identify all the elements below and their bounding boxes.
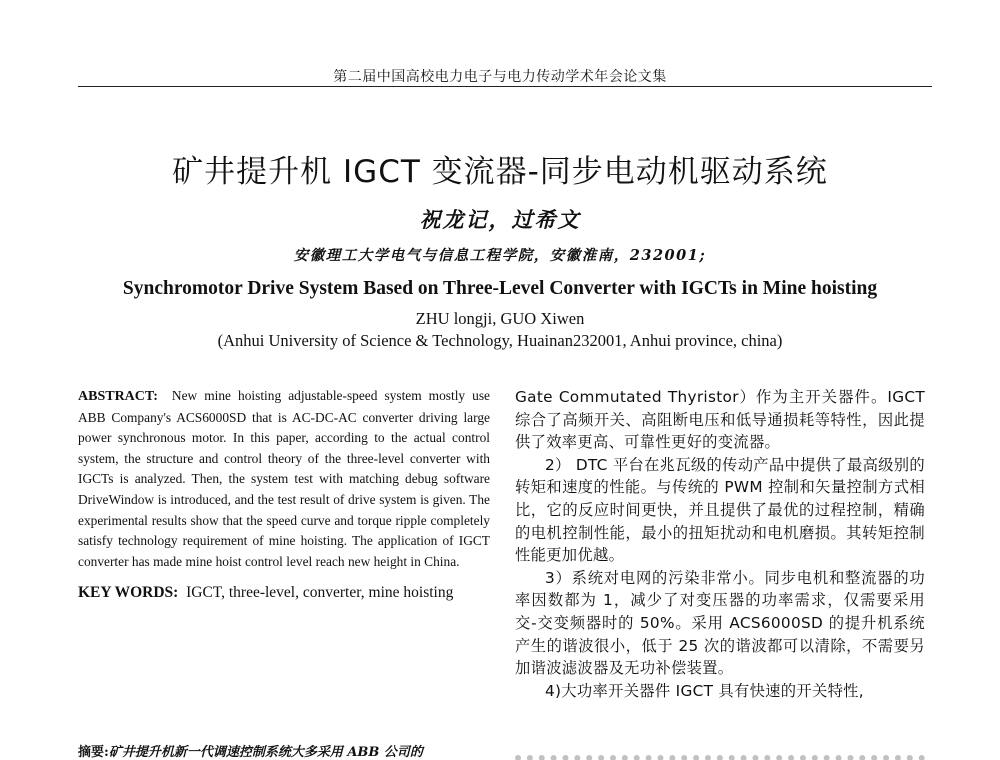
abstract-text: New mine hoisting adjustable-speed system mostly use ABB Company's ACS6000SD that is AC-DC-AC converter driving large power synchronous motor. In this paper, according to the actual control system, the structure and control theory of the three-level converter with IGCTs is analyzed. Then, the system test with matching debug software DriveWindow is introduced, and the test result of drive system is given. The experimental results show that the speed curve and torque ripple completely satisfy technology requirement of mine hoisting. The application of IGCT converter has made mine hoist control level reach new height in China. bbox=[78, 388, 490, 569]
paragraph-3 bbox=[515, 567, 925, 680]
paragraph-2-text: 2） DTC 平台在兆瓦级的传动产品中提供了最高级别的转矩和速度的性能。与传统的 PWM 控制和矢量控制方式相比，它的反应时间更快，并且提供了最优的过程控制，精确的电机控制性能，最小的扭矩扰动和电机磨损。其转矩控制性能更加优越。 bbox=[515, 455, 925, 565]
header-rule bbox=[78, 86, 932, 87]
right-column bbox=[515, 386, 925, 702]
cut-off-line bbox=[515, 747, 925, 760]
affiliation-en: (Anhui University of Science & Technology, Huainan232001, Anhui province, china) bbox=[217, 331, 783, 350]
authors-en: ZHU longji, GUO Xiwen bbox=[415, 309, 585, 328]
title-en: Synchromotor Drive System Based on Three-Level Converter with IGCTs in Mine hoisting bbox=[122, 278, 878, 299]
paragraph-4-text: 4)大功率开关器件 IGCT 具有快速的开关特性, bbox=[545, 681, 864, 700]
abstract-cn-label: 摘要: bbox=[78, 745, 109, 760]
keywords-text: IGCT, three-level, converter, mine hoisting bbox=[186, 584, 454, 602]
paragraph-4 bbox=[515, 680, 925, 703]
abstract-cn bbox=[78, 741, 498, 760]
title-cn: 矿井提升机 IGCT 变流器-同步电动机驱动系统 bbox=[172, 154, 828, 190]
keywords-label: KEY WORDS: bbox=[78, 584, 179, 602]
left-column bbox=[78, 386, 490, 603]
running-head: 第二届中国高校电力电子与电力传动学术年会论文集 bbox=[333, 69, 667, 85]
paragraph-1: Gate Commutated Thyristor）作为主开关器件。IGCT 综合了高频开关、高阻断电压和低导通损耗等特性，因此提供了效率更高、可靠性更好的变流器。 bbox=[515, 388, 925, 452]
affiliation-cn: 安徽理工大学电气与信息工程学院，安徽淮南，232001; bbox=[293, 247, 707, 264]
authors-cn: 祝龙记，过希文 bbox=[419, 207, 581, 232]
abstract-cn-text: 矿井提升机新一代调速控制系统大多采用 ABB 公司的 bbox=[108, 745, 423, 760]
abstract-en bbox=[78, 386, 490, 572]
abstract-label: ABSTRACT: bbox=[78, 389, 158, 404]
paragraph-3-text: 3）系统对电网的污染非常小。同步电机和整流器的功率因数都为 1，减少了对变压器的功率需求，仅需要采用交-交变频器时的 50%。采用 ACS6000SD 的提升机系统产生的谐波很小，低于 25 次的谐波都可以清除，不需要另加谐波滤波器及无功补偿装置。 bbox=[515, 568, 925, 678]
paragraph-2 bbox=[515, 454, 925, 567]
keywords bbox=[78, 582, 490, 603]
